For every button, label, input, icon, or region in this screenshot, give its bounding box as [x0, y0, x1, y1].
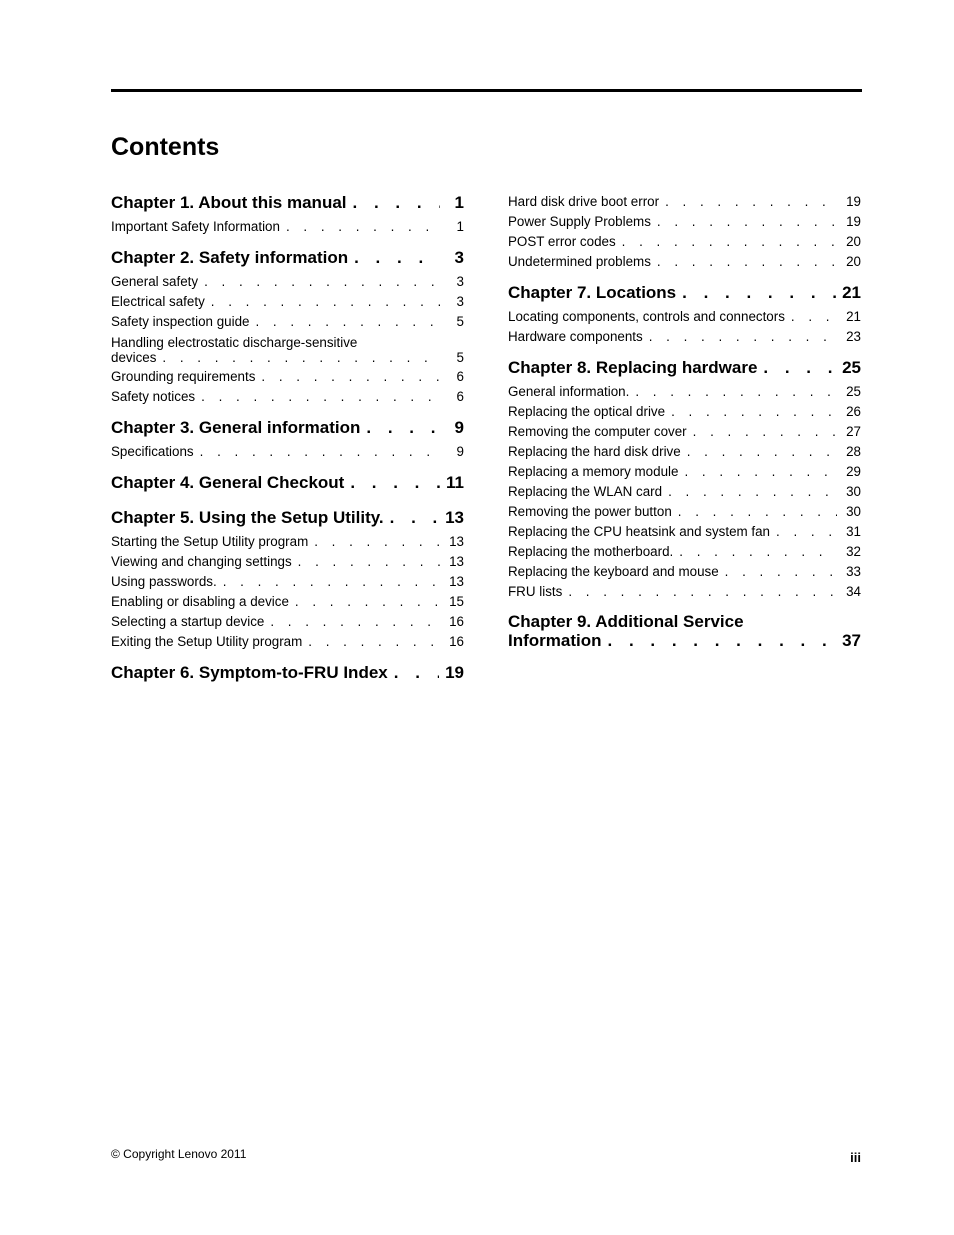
toc-chapter[interactable]: [111, 247, 464, 272]
toc-page-number: 13: [449, 534, 464, 549]
toc-page-number: 5: [456, 314, 464, 329]
toc-entry-title: POST error codes: [508, 234, 616, 249]
toc-page-number: 11: [446, 473, 464, 492]
toc-entry[interactable]: [111, 552, 464, 572]
toc-leader-dots: [678, 502, 837, 522]
toc-page-number: 30: [846, 484, 861, 499]
toc-page-number: 3: [454, 248, 464, 267]
toc-page-number: 13: [445, 508, 464, 527]
toc-page-number: 29: [846, 464, 861, 479]
toc-chapter[interactable]: [111, 472, 464, 497]
toc-entry-title: Removing the power button: [508, 504, 672, 519]
toc-entry-title: Starting the Setup Utility program: [111, 534, 309, 549]
toc-entry[interactable]: [508, 522, 861, 542]
toc-page-number: 3: [456, 294, 464, 309]
toc-entry-line: [111, 335, 464, 350]
toc-entry-title: Enabling or disabling a device: [111, 594, 289, 609]
toc-leader-dots: [671, 402, 837, 422]
toc-page-number: 16: [449, 614, 464, 629]
toc-page-number: 5: [456, 350, 464, 365]
toc-entry[interactable]: [111, 592, 464, 612]
toc-leader-dots: [682, 282, 836, 304]
toc-entry-title: FRU lists: [508, 584, 563, 599]
toc-chapter-title: Chapter 6. Symptom-to-FRU Index: [111, 663, 388, 682]
toc-page-number: 6: [456, 389, 464, 404]
toc-leader-dots: [665, 192, 837, 212]
toc-entry[interactable]: [111, 367, 464, 387]
toc-page-number: 16: [449, 634, 464, 649]
toc-leader-dots: [649, 327, 837, 347]
toc-leader-dots: [693, 422, 837, 442]
toc-entry-title: Exiting the Setup Utility program: [111, 634, 303, 649]
toc-leader-dots: [295, 592, 440, 612]
toc-page-number: 13: [449, 554, 464, 569]
toc-leader-dots: [657, 212, 837, 232]
toc-page-number: 1: [454, 193, 464, 212]
toc-entry[interactable]: [111, 612, 464, 632]
toc-leader-dots: [223, 572, 440, 592]
toc-page-number: 33: [846, 564, 861, 579]
toc-page-number: 15: [449, 594, 464, 609]
toc-leader-dots: [354, 247, 440, 269]
toc-entry-title: Undetermined problems: [508, 254, 651, 269]
toc-leader-dots: [211, 292, 440, 312]
toc-entry-title: Hardware components: [508, 329, 643, 344]
toc-entry-title: devices: [111, 350, 157, 365]
toc-page-number: 26: [846, 404, 861, 419]
toc-entry[interactable]: [508, 382, 861, 402]
toc-leader-dots: [684, 462, 837, 482]
toc-entry-title: Power Supply Problems: [508, 214, 651, 229]
toc-chapter[interactable]: [111, 192, 464, 217]
toc-page-number: 19: [846, 194, 861, 209]
toc-entry[interactable]: [508, 327, 861, 347]
toc-leader-dots: [286, 217, 440, 237]
toc-entry-title: Locating components, controls and connectors: [508, 309, 785, 324]
toc-leader-dots: [725, 562, 837, 582]
toc-leader-dots: [608, 631, 837, 650]
toc-leader-dots: [687, 442, 837, 462]
toc-leader-dots: [394, 662, 439, 684]
toc-chapter[interactable]: [508, 357, 861, 382]
toc-entry-title: Replacing the motherboard.: [508, 544, 674, 559]
toc-entry[interactable]: [111, 442, 464, 462]
toc-entry-title: Electrical safety: [111, 294, 205, 309]
toc-chapter-title: Chapter 2. Safety information: [111, 248, 349, 267]
toc-entry[interactable]: [508, 442, 861, 462]
toc-page-number: 32: [846, 544, 861, 559]
toc-entry-title: General safety: [111, 274, 199, 289]
toc-leader-dots: [622, 232, 837, 252]
toc-entry-title: Replacing a memory module: [508, 464, 679, 479]
toc-page-number: 21: [842, 283, 861, 302]
toc-leader-dots: [201, 387, 440, 407]
page-title: Contents: [111, 133, 220, 161]
toc-leader-dots: [679, 542, 837, 562]
toc-entry[interactable]: [111, 292, 464, 312]
toc-entry-title: Removing the computer cover: [508, 424, 687, 439]
toc-entry-title: Safety notices: [111, 389, 196, 404]
toc-chapter-title: Chapter 9. Additional Service: [508, 612, 744, 631]
toc-entry[interactable]: [508, 482, 861, 502]
toc-entry-title: Using passwords.: [111, 574, 217, 589]
toc-entry-title: Handling electrostatic discharge-sensitive: [111, 335, 358, 350]
toc-leader-dots: [776, 522, 837, 542]
toc-chapter-title-line: [508, 631, 861, 650]
toc-entry[interactable]: [111, 572, 464, 592]
toc-chapter-title: Chapter 4. General Checkout: [111, 473, 345, 492]
toc-entry-title: Important Safety Information: [111, 219, 280, 234]
toc-leader-dots: [200, 442, 440, 462]
toc-page-number: 25: [846, 384, 861, 399]
toc-page-number: 20: [846, 254, 861, 269]
toc-entry[interactable]: [111, 312, 464, 332]
toc-entry[interactable]: [508, 582, 861, 602]
toc-chapter-title: Chapter 3. General information: [111, 418, 361, 437]
toc-chapter-title-line: [508, 612, 861, 631]
toc-page-number: 23: [846, 329, 861, 344]
toc-left-column: [111, 192, 464, 687]
toc-entry-title: Hard disk drive boot error: [508, 194, 660, 209]
toc-leader-dots: [353, 192, 440, 214]
toc-chapter-title: Chapter 5. Using the Setup Utility.: [111, 508, 384, 527]
toc-leader-dots: [350, 472, 440, 494]
toc-leader-dots: [298, 552, 440, 572]
toc-leader-dots: [657, 252, 837, 272]
toc-leader-dots: [791, 307, 837, 327]
toc-entry-title: Replacing the hard disk drive: [508, 444, 681, 459]
toc-chapter[interactable]: [508, 282, 861, 307]
toc-page-number: 9: [454, 418, 464, 437]
toc-page-number: 30: [846, 504, 861, 519]
toc-entry-title: Grounding requirements: [111, 369, 256, 384]
toc-chapter-title: Chapter 8. Replacing hardware: [508, 358, 758, 377]
toc-page-number: 31: [846, 524, 861, 539]
toc-entry[interactable]: [508, 502, 861, 522]
toc-page-number: 34: [846, 584, 861, 599]
toc-entry[interactable]: [111, 272, 464, 292]
toc-chapter-title: Chapter 1. About this manual: [111, 193, 347, 212]
toc-leader-dots: [763, 357, 836, 379]
toc-page-number: 20: [846, 234, 861, 249]
toc-chapter-title: Information: [508, 631, 602, 650]
toc-page-number: 37: [842, 631, 861, 650]
toc-chapter-title: Chapter 7. Locations: [508, 283, 677, 302]
toc-leader-dots: [270, 612, 440, 632]
toc-entry-title: General information.: [508, 384, 630, 399]
toc-entry[interactable]: [508, 422, 861, 442]
toc-entry[interactable]: [508, 562, 861, 582]
toc-leader-dots: [390, 507, 439, 529]
toc-leader-dots: [568, 582, 837, 602]
toc-page-number: 19: [445, 663, 464, 682]
toc-page-number: 6: [456, 369, 464, 384]
toc-entry-title: Replacing the keyboard and mouse: [508, 564, 719, 579]
toc-page-number: 19: [846, 214, 861, 229]
copyright-notice: © Copyright Lenovo 2011: [111, 1147, 247, 1161]
toc-right-column: [508, 192, 861, 650]
toc-entry-title: Replacing the optical drive: [508, 404, 666, 419]
toc-entry-title: Specifications: [111, 444, 194, 459]
toc-chapter[interactable]: [508, 612, 861, 650]
toc-entry[interactable]: [508, 252, 861, 272]
toc-page-number: 3: [456, 274, 464, 289]
toc-entry[interactable]: [111, 632, 464, 652]
toc-entry-title: Selecting a startup device: [111, 614, 265, 629]
toc-chapter[interactable]: [111, 662, 464, 687]
toc-chapter[interactable]: [111, 417, 464, 442]
toc-leader-dots: [261, 367, 440, 387]
toc-entry[interactable]: [111, 532, 464, 552]
toc-page-number: 1: [456, 219, 464, 234]
toc-leader-dots: [255, 312, 440, 332]
toc-entry[interactable]: [508, 307, 861, 327]
toc-entry-title: Replacing the CPU heatsink and system fan: [508, 524, 771, 539]
toc-leader-dots: [308, 632, 440, 652]
toc-page-number: 9: [456, 444, 464, 459]
toc-entry[interactable]: [508, 192, 861, 212]
toc-page-number: 13: [449, 574, 464, 589]
header-rule: [111, 89, 862, 92]
toc-entry[interactable]: [111, 332, 464, 367]
page-number: iii: [850, 1150, 861, 1165]
toc-page-number: 21: [846, 309, 861, 324]
toc-leader-dots: [204, 272, 440, 292]
toc-entry[interactable]: [111, 217, 464, 237]
toc-entry[interactable]: [508, 402, 861, 422]
toc-entry[interactable]: [508, 462, 861, 482]
toc-leader-dots: [366, 417, 440, 439]
toc-entry[interactable]: [508, 232, 861, 252]
toc-page-number: 28: [846, 444, 861, 459]
toc-page-number: 27: [846, 424, 861, 439]
toc-entry[interactable]: [508, 542, 861, 562]
toc-entry[interactable]: [508, 212, 861, 232]
toc-leader-dots: [162, 350, 440, 365]
toc-page-number: 25: [842, 358, 861, 377]
toc-leader-dots: [314, 532, 440, 552]
toc-entry-line: [111, 350, 464, 365]
toc-entry-title: Safety inspection guide: [111, 314, 250, 329]
toc-entry-title: Viewing and changing settings: [111, 554, 292, 569]
toc-entry[interactable]: [111, 387, 464, 407]
toc-leader-dots: [635, 382, 837, 402]
toc-chapter[interactable]: [111, 507, 464, 532]
toc-entry-title: Replacing the WLAN card: [508, 484, 663, 499]
toc-leader-dots: [668, 482, 837, 502]
